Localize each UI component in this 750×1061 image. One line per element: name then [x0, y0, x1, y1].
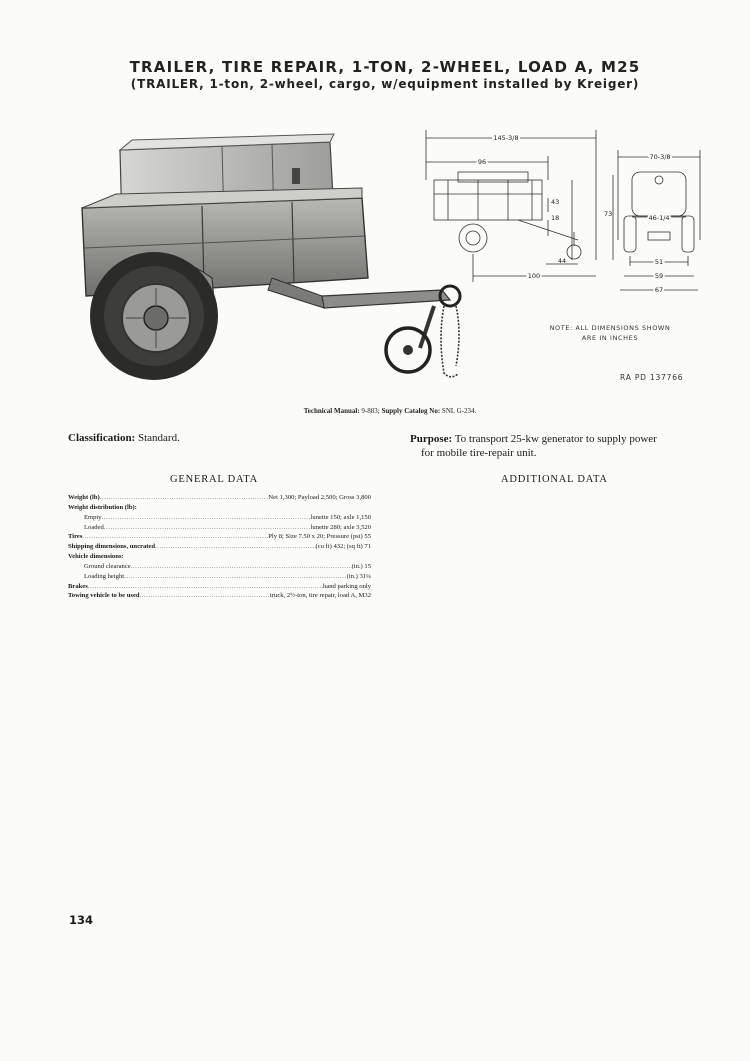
dim-inside-width: 46-1/4 — [648, 214, 670, 222]
dim-overall-height: 73 — [604, 210, 613, 218]
data-row-ground-clearance: Ground clearance ..... (in.) 15 — [68, 562, 371, 572]
dimension-drawing — [418, 120, 718, 310]
additional-data-heading: ADDITIONAL DATA — [501, 474, 608, 485]
data-row-brakes: Brakes ..... hand parking only — [68, 582, 371, 592]
reference-line: Technical Manual: 9-883; Supply Catalog No: SNL G-234. — [303, 407, 477, 415]
general-data-heading: GENERAL DATA — [170, 474, 258, 485]
dim-floor-height: 18 — [551, 214, 560, 222]
dim-width-59: 59 — [654, 272, 664, 280]
data-row-loading-height: Loading height ..... (in.) 31¼ — [68, 572, 371, 582]
dim-wheel-to-jack: 44 — [557, 257, 567, 265]
data-row-empty: Empty ..... lunette 150; axle 1,150 — [68, 513, 371, 523]
data-row-shipping-dimensions: Shipping dimensions, uncrated ..... (cu ft) 432; (sq ft) 71 — [68, 542, 371, 552]
dim-body-length: 96 — [477, 158, 487, 166]
classification: Classification: Standard. — [68, 432, 180, 444]
dim-width-67: 67 — [654, 286, 664, 294]
data-row-tires: Tires ..... Ply 8; Size 7.50 x 20; Pressure (psi) 55 — [68, 532, 371, 542]
purpose: Purpose: To transport 25-kw generator to supply power for mobile tire-repair unit. — [410, 433, 657, 459]
general-data-table — [68, 493, 371, 601]
dim-tread: 51 — [654, 258, 664, 266]
page-title: TRAILER, TIRE REPAIR, 1-TON, 2-WHEEL, LOAD A, M25 — [129, 58, 641, 76]
data-row-towing-vehicle: Towing vehicle to be used ..... truck, 2½-ton, tire repair, load A, M32 — [68, 591, 371, 601]
dim-height: 43 — [551, 198, 560, 206]
dimension-note: NOTE: ALL DIMENSIONS SHOWN ARE IN INCHES — [549, 324, 671, 342]
ra-pd-number: RA PD 137766 — [620, 373, 684, 382]
dim-overall-length: 145-3/8 — [493, 134, 519, 142]
data-row-weight-distribution: Weight distribution (lb): — [68, 503, 137, 511]
dim-axle-to-lunette: 100 — [527, 272, 541, 280]
page-number: 134 — [69, 913, 94, 927]
data-row-weight: Weight (lb) ..... Net 1,300; Payload 2,500; Gross 3,800 — [68, 493, 371, 503]
dim-overall-width: 70-3/8 — [649, 153, 671, 161]
data-row-loaded: Loaded ..... lunette 280; axle 3,520 — [68, 523, 371, 533]
data-row-vehicle-dimensions: Vehicle dimensions: — [68, 553, 124, 561]
page-subtitle: (TRAILER, 1-ton, 2-wheel, cargo, w/equipment installed by Kreiger) — [130, 77, 640, 91]
